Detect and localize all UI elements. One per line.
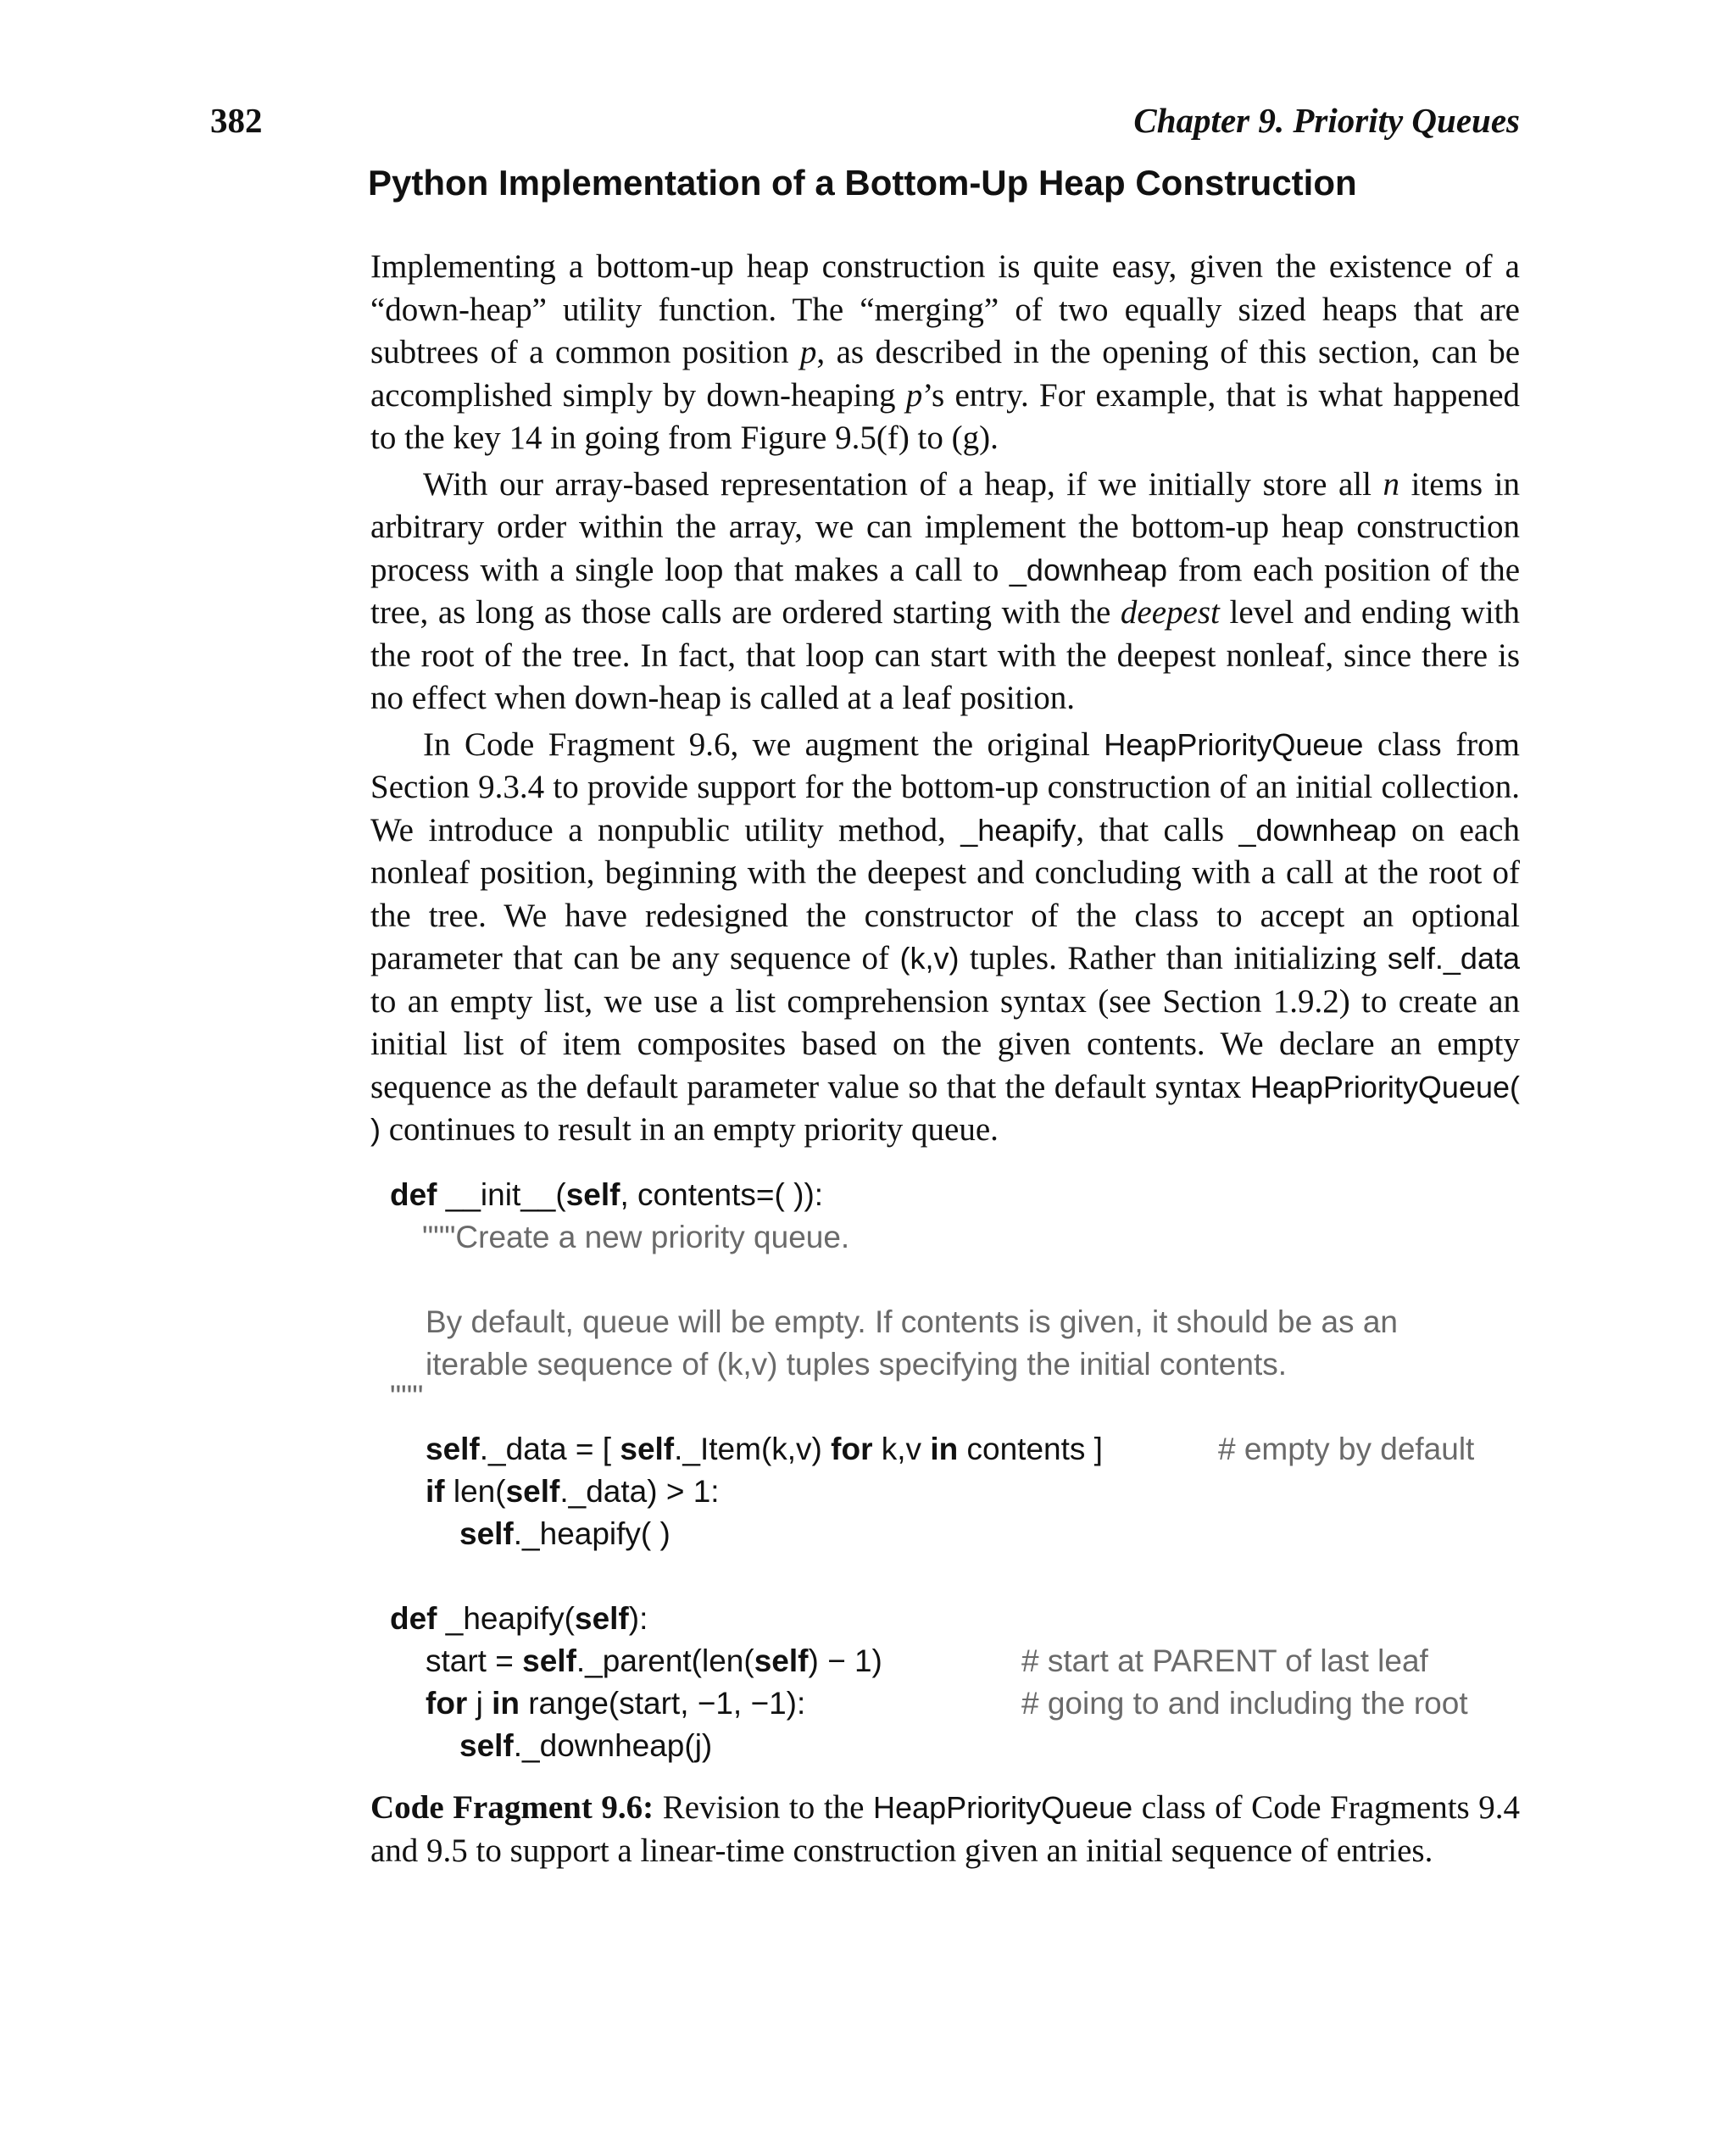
text-run: continues to result in an empty priority queue. <box>381 1111 999 1148</box>
code-text: k,v <box>872 1432 931 1466</box>
keyword: self <box>575 1601 629 1636</box>
code-text: ) − 1) <box>808 1643 882 1678</box>
code-text: ._parent(len( <box>576 1643 754 1678</box>
code-line-6 <box>426 1428 1103 1471</box>
code-text: ._data) > 1: <box>559 1474 720 1509</box>
emphasis: deepest <box>1120 594 1220 631</box>
code-line-8 <box>459 1513 670 1555</box>
code-text: range(start, −1, −1): <box>520 1686 806 1721</box>
code-text: ._Item(k,v) <box>674 1432 832 1466</box>
keyword: for <box>426 1686 468 1721</box>
code-text: ._heapify( ) <box>513 1516 670 1551</box>
code-text: ._downheap(j) <box>513 1728 713 1763</box>
keyword: self <box>565 1177 620 1212</box>
text-run: from each position of the tree, as long as those calls are ordered starting with the <box>370 551 1521 631</box>
keyword: in <box>492 1686 520 1721</box>
code-line-7 <box>426 1471 720 1513</box>
text-run: class from Section 9.3.4 to provide support for the bottom-up construction of an initial collection. We introduce a nonpublic utility method, <box>370 726 1520 848</box>
text-run: Revision to the <box>654 1789 874 1826</box>
inline-code: _heapify <box>960 812 1077 848</box>
inline-code: self._data <box>1387 941 1520 976</box>
code-line-10 <box>426 1640 882 1682</box>
text-run: ’s entry. For example, that is what happened to the key 14 in going from Figure 9.5(f) to (g). <box>370 376 1521 456</box>
text-run: , as described in the opening of this section, can be accomplished simply by down-heaping <box>370 334 1521 414</box>
code-text: __init__( <box>437 1177 566 1212</box>
inline-code: HeapPriorityQueue <box>1104 726 1364 762</box>
code-text: ._data = [ <box>479 1432 620 1466</box>
text-run: tuples. Rather than initializing <box>959 940 1388 976</box>
code-text: _heapify( <box>437 1601 575 1636</box>
keyword: self <box>426 1432 480 1466</box>
math-var: p <box>905 376 923 414</box>
section-title: Python Implementation of a Bottom-Up Heap Construction <box>368 163 1357 203</box>
code-comment: # empty by default <box>1218 1432 1475 1466</box>
body-text <box>370 246 1520 1155</box>
keyword: self <box>522 1643 576 1678</box>
text-run: class of Code Fragments 9.4 and 9.5 to support a linear-time construction given an initial sequence of entries. <box>370 1789 1521 1869</box>
inline-code: HeapPriorityQueue( ) <box>370 1069 1520 1147</box>
paragraph-3 <box>370 724 1520 1152</box>
keyword: in <box>930 1432 959 1466</box>
page-header <box>210 100 1520 151</box>
keyword: def <box>390 1601 437 1636</box>
code-text: contents ] <box>958 1432 1103 1466</box>
text-run: items in arbitrary order within the array, we can implement the bottom-up heap construction process with a single loop that makes a call to <box>370 465 1520 588</box>
paragraph-2 <box>370 464 1520 720</box>
code-text: j <box>467 1686 492 1721</box>
page-number: 382 <box>210 101 263 140</box>
code-line-1 <box>390 1174 823 1216</box>
caption-label: Code Fragment 9.6: <box>370 1789 654 1826</box>
keyword: for <box>831 1432 873 1466</box>
code-fragment-caption <box>370 1787 1520 1872</box>
text-run: level and ending with the root of the tree. In fact, that loop can start with the deepest nonleaf, since there is no effect when down-heap is called at a leaf position. <box>370 594 1520 716</box>
keyword: self <box>459 1516 514 1551</box>
keyword: self <box>459 1728 514 1763</box>
code-text: ): <box>628 1601 648 1636</box>
code-line-9 <box>390 1598 648 1640</box>
inline-code: (k,v) <box>899 941 960 976</box>
code-text: len( <box>444 1474 506 1509</box>
text-run: on each nonleaf position, beginning with the deepest and concluding with a call at the root of the tree. We have redesigned the constructor of the class to accept an optional parameter that can be any sequence of <box>370 811 1520 976</box>
code-line-4: iterable sequence of (k,v) tuples specifying the initial contents. <box>426 1347 1288 1382</box>
keyword: if <box>426 1474 445 1509</box>
keyword: self <box>754 1643 809 1678</box>
text-run: With our array-based representation of a heap, if we initially store all <box>423 465 1383 503</box>
keyword: self <box>505 1474 560 1509</box>
text-run: In Code Fragment 9.6, we augment the original <box>423 726 1104 763</box>
text-run: , that calls <box>1076 811 1239 848</box>
text-run: Implementing a bottom-up heap construction is quite easy, given the existence of a “down-heap” utility function. The “merging” of two equally sized heaps that are subtrees of a common position <box>370 248 1520 370</box>
code-line-5: """ <box>390 1379 424 1414</box>
keyword: def <box>390 1177 437 1212</box>
code-text: start = <box>426 1643 523 1678</box>
code-line-3: By default, queue will be empty. If contents is given, it should be as an <box>426 1304 1398 1339</box>
math-var: p <box>799 334 817 370</box>
inline-code: HeapPriorityQueue <box>873 1790 1133 1825</box>
code-line-2: """Create a new priority queue. <box>422 1220 850 1254</box>
text-run: to an empty list, we use a list comprehension syntax (see Section 1.9.2) to create an initial list of item composites based on the given contents. We declare an empty sequence as the default parameter value so that the default syntax <box>370 982 1520 1105</box>
code-line-11 <box>426 1682 805 1725</box>
code-comment: # going to and including the root <box>1021 1686 1468 1721</box>
code-text: , contents=( )): <box>620 1177 824 1212</box>
inline-code: _downheap <box>1009 552 1168 587</box>
code-line-12 <box>459 1725 712 1767</box>
paragraph-1 <box>370 246 1520 460</box>
keyword: self <box>620 1432 675 1466</box>
inline-code: _downheap <box>1238 812 1397 848</box>
code-comment: # start at PARENT of last leaf <box>1021 1643 1428 1678</box>
math-var: n <box>1383 465 1400 503</box>
running-chapter-title: Chapter 9. Priority Queues <box>1133 101 1520 140</box>
